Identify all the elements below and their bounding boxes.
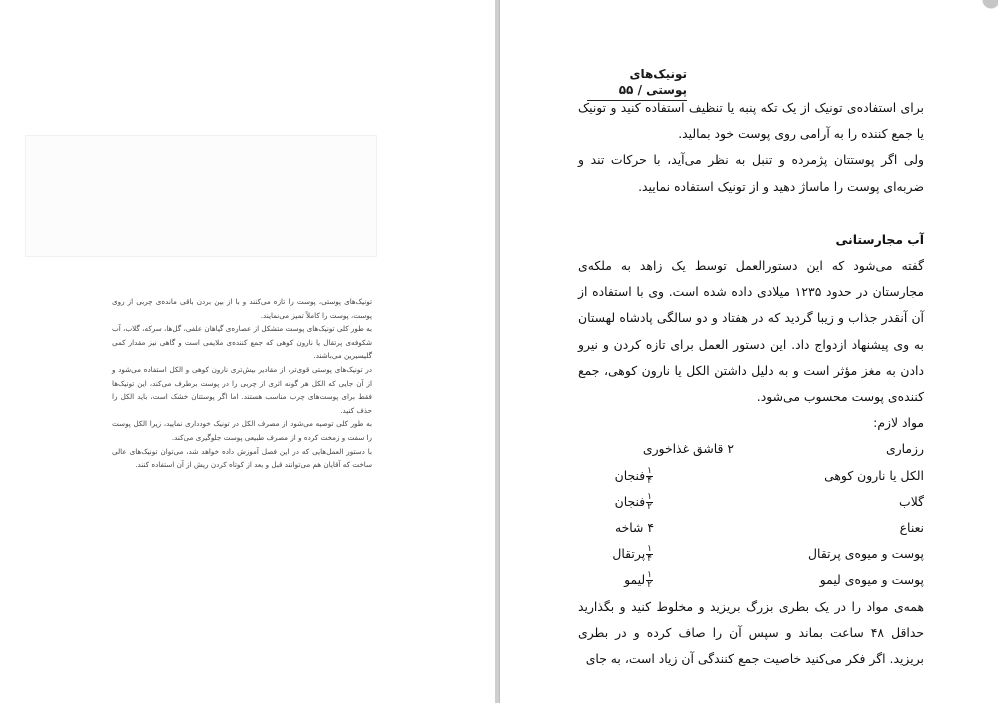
- fraction-denominator: ۴: [647, 475, 652, 486]
- fraction-denominator: ۲: [647, 501, 652, 512]
- ingredient-quantity: [612, 541, 654, 567]
- section-body: گفته می‌شود که این دستورالعمل توسط یک زاهد به ملکه‌ی مجارستان در حدود ۱۲۳۵ میلادی داده شده است. وی با استفاده از آن آنقدر جذاب و زیبا گردید که در هفتاد و دو سالگی پادشاه لهستان به وی پیشنهاد ازدواج داد. این دستور العمل برای تازه کردن و نیرو دادن به مغز مؤثر است و به دلیل داشتن الکل یا نارون کوهی، جمع کننده‌ی پوست محسوب می‌شود.: [578, 258, 924, 405]
- ingredient-quantity: [615, 515, 654, 541]
- quantity-unit: لیمو: [624, 572, 646, 588]
- left-paragraph-1: تونیک‌های پوستی، پوست را تازه می‌کنند و با از بین بردن باقی مانده‌ی چربی از روی پوست، پوست را کاملاً تمیز می‌نمایند.: [112, 297, 372, 320]
- page-header: تونیک‌های پوستی / ۵۵: [587, 66, 687, 101]
- fraction-denominator: ۲: [647, 580, 652, 591]
- fraction: [646, 493, 653, 512]
- page-corner-mark: [959, 0, 998, 18]
- fraction-numerator: ۱: [647, 544, 652, 555]
- ingredient-quantity: [643, 436, 734, 462]
- ingredient-row: [578, 463, 924, 489]
- fraction-numerator: ۱: [647, 465, 652, 476]
- fraction-denominator: ۴: [647, 554, 652, 565]
- fraction-numerator: ۱: [647, 570, 652, 581]
- faint-image-area: [25, 135, 377, 257]
- left-page-text: [112, 295, 372, 472]
- left-paragraph-3: در تونیک‌های پوستی قوی‌تر، از مقادیر بیش‌تری نارون کوهی و الکل استفاده می‌شود و از آن جایی که الکل هر گونه اثری از چربی را در پوست برطرف می‌کند، این تونیک‌ها فقط برای پوست‌های چرب مناسب هستند. اما اگر پوستتان خشک است، باید الکل را حذف کنید.: [112, 364, 372, 415]
- quantity-unit: پرتقال: [612, 546, 646, 562]
- ingredient-name: پوست و میوه‌ی لیمو: [819, 572, 924, 588]
- ingredient-row: [578, 567, 924, 593]
- left-paragraph-5: با دستور العمل‌هایی که در این فصل آموزش داده خواهد شد، می‌توان تونیک‌های عالی ساخت که آقایان هم می‌توانند قبل و بعد از کوتاه کردن ریش از آن استفاده کنند.: [112, 446, 372, 470]
- section-title: آب مجارستانی: [835, 231, 924, 247]
- intro-paragraph-1: برای استفاده‌ی تونیک از یک تکه پنبه یا تنظیف استفاده کنید و تونیک یا جمع کننده را به آرامی روی پوست خود بمالید.: [578, 100, 924, 142]
- ingredient-row: [578, 515, 924, 541]
- ingredient-name: رزماری: [885, 441, 924, 457]
- quantity-unit: فنجان: [614, 467, 646, 483]
- closing-paragraph: همه‌ی مواد را در یک بطری بزرگ بریزید و مخلوط کنید و بگذارید حداقل ۴۸ ساعت بماند و سپس آن را صاف کرده و در بطری بریزید. اگر فکر می‌کنید خاصیت جمع کنندگی آن زیاد است، به جای: [578, 598, 924, 666]
- ingredient-name: پوست و میوه‌ی پرتقال: [808, 546, 924, 562]
- right-page-body: [578, 95, 924, 672]
- left-page: [0, 0, 496, 703]
- ingredient-row: [578, 436, 924, 462]
- intro-paragraph-2: ولی اگر پوستتان پژمرده و تنبل به نظر می‌آید، با حرکات تند و ضربه‌ای پوست را ماساژ دهید و از تونیک استفاده نمایید.: [578, 152, 924, 194]
- ingredient-quantity: [615, 489, 654, 515]
- fraction: [646, 571, 653, 590]
- quantity-unit: فنجان: [614, 493, 646, 509]
- ingredient-quantity: [615, 463, 654, 489]
- ingredient-row: [578, 541, 924, 567]
- ingredient-name: نعناع: [899, 520, 924, 535]
- ingredient-name: گلاب: [899, 493, 924, 509]
- ingredients-label: مواد لازم:: [873, 415, 924, 431]
- quantity-text: ۴ شاخه: [614, 520, 654, 535]
- left-paragraph-4: به طور کلی توصیه می‌شود از مصرف الکل در تونیک خودداری نمایید، زیرا الکل پوست را سفت و زمخت کرده و از مصرف طبیعی پوست جلوگیری می‌کند.: [112, 419, 372, 442]
- ingredient-row: [578, 489, 924, 515]
- quantity-text: ۲ قاشق غذاخوری: [642, 441, 734, 457]
- fraction: [646, 545, 653, 564]
- fraction-numerator: ۱: [647, 491, 652, 502]
- ingredient-name: الکل یا نارون کوهی: [824, 467, 924, 483]
- right-page: [499, 0, 998, 703]
- left-paragraph-2: به طور کلی تونیک‌های پوست متشکل از عصاره‌ی گیاهان علفی، گل‌ها، سرکه، گلاب، آب شکوفه‌ی پرتقال یا نارون کوهی که جمع کننده‌ی ملایمی است و گاهی نیز مقدار کمی گلیسیرین می‌باشند.: [112, 324, 372, 361]
- fraction: [646, 467, 653, 486]
- ingredient-quantity: [624, 567, 654, 593]
